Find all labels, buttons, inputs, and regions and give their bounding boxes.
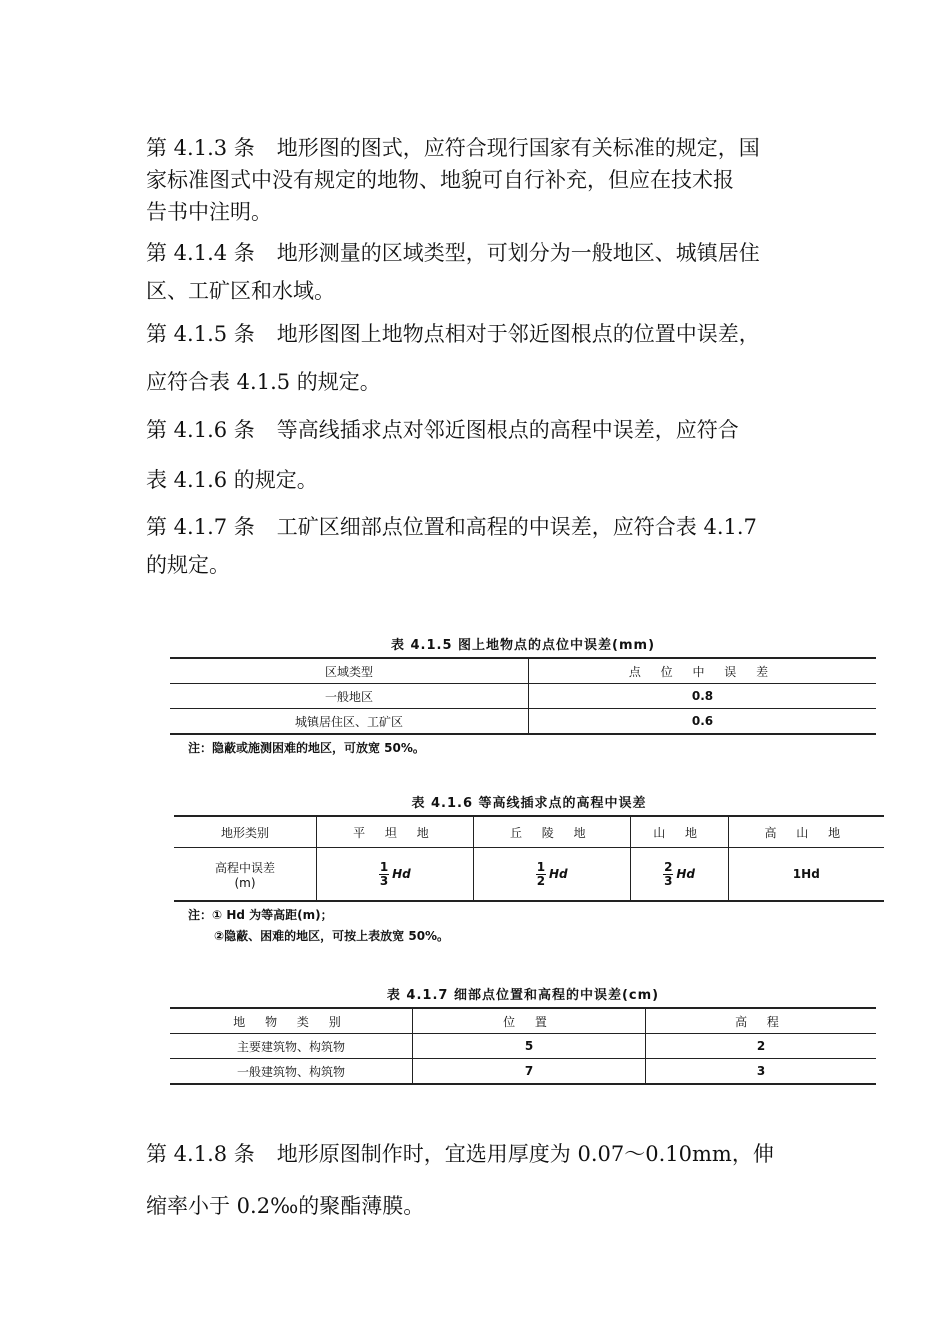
fraction-denominator: 3: [664, 873, 673, 888]
table-cell: [473, 848, 630, 902]
table-cell: 2: [646, 1034, 877, 1059]
table-note: 注：隐蔽或施测困难的地区，可放宽 50%。: [188, 741, 425, 755]
column-header: 高 程: [646, 1008, 877, 1034]
table-row: [174, 848, 884, 902]
table-caption: 表 4.1.6 等高线插求点的高程中误差: [411, 796, 647, 811]
clause-label: 第 4.1.4 条: [146, 241, 255, 265]
column-header: 丘 陵 地: [473, 816, 630, 848]
fraction-numerator: 2: [664, 859, 673, 874]
clause-text-line: 区、工矿区和水域。: [146, 279, 335, 303]
table-4-1-5: [170, 657, 876, 735]
contour-interval-symbol: Hd: [676, 866, 695, 881]
clause-4-1-7: [146, 508, 816, 584]
clause-text-line: 地形原图制作时，宜选用厚度为 0.07～0.10mm，伸: [276, 1142, 774, 1166]
column-header: 山 地: [630, 816, 728, 848]
row-label-line: 高程中误差: [214, 860, 275, 875]
table-caption: 表 4.1.7 细部点位置和高程的中误差(cm): [386, 988, 660, 1003]
column-header: 点 位 中 误 差: [529, 658, 877, 684]
clause-text-line: 地形测量的区域类型，可划分为一般地区、城镇居住: [276, 241, 760, 265]
clause-text-line: 等高线插求点对邻近图根点的高程中误差，应符合: [276, 418, 739, 442]
fraction: [379, 861, 389, 888]
table-cell: 一般地区: [324, 689, 373, 704]
clause-text-line: 应符合表 4.1.5 的规定。: [146, 370, 381, 394]
table-cell: 0.8: [529, 684, 877, 709]
column-header: 高 山 地: [728, 816, 884, 848]
fraction: [536, 861, 546, 888]
row-label-cell: [174, 848, 317, 902]
column-header: 地 物 类 别: [233, 1014, 349, 1029]
table-4-1-6-block: [174, 792, 884, 944]
clause-4-1-8: [146, 1128, 816, 1232]
table-4-1-7-block: [170, 984, 876, 1085]
table-cell: [630, 848, 728, 902]
clause-4-1-3: [146, 134, 816, 226]
clause-label: 第 4.1.7 条: [146, 515, 255, 539]
clause-text-line: 告书中注明。: [146, 200, 272, 224]
table-cell: 3: [646, 1059, 877, 1085]
clause-4-1-5: [146, 310, 816, 406]
clause-text-line: 表 4.1.6 的规定。: [146, 468, 318, 492]
contour-interval-symbol: Hd: [548, 866, 568, 881]
table-cell: 0.6: [529, 709, 877, 735]
table-4-1-5-block: [170, 634, 876, 756]
table-caption: 表 4.1.5 图上地物点的点位中误差(mm): [390, 638, 656, 653]
fraction-numerator: 1: [536, 859, 546, 874]
table-cell: 7: [413, 1059, 646, 1085]
fraction: [663, 861, 673, 888]
clause-label: 第 4.1.8 条: [146, 1142, 255, 1166]
fraction-denominator: 2: [536, 873, 546, 888]
table-4-1-6: [174, 815, 884, 902]
table-4-1-7: [170, 1007, 876, 1085]
clause-label: 第 4.1.3 条: [146, 136, 255, 160]
table-row: [170, 709, 876, 735]
contour-interval-symbol: Hd: [392, 866, 411, 881]
clause-4-1-6: [146, 405, 816, 505]
table-cell: 1Hd: [728, 848, 884, 902]
clause-text-line: 地形图图上地物点相对于邻近图根点的位置中误差，: [276, 322, 760, 346]
table-note: 注：① Hd 为等高距(m)；: [188, 908, 333, 922]
clause-text-line: 的规定。: [146, 553, 230, 577]
table-cell: 主要建筑物、构筑物: [236, 1039, 345, 1054]
clause-text-line: 地形图的图式，应符合现行国家有关标准的规定，国: [276, 136, 760, 160]
table-cell: [317, 848, 474, 902]
clause-text-line: 家标准图式中没有规定的地物、地貌可自行补充，但应在技术报: [146, 168, 734, 192]
clause-4-1-4: [146, 234, 816, 310]
table-cell: 城镇居住区、工矿区: [294, 714, 403, 729]
column-header: 位 置: [413, 1008, 646, 1034]
table-row: [170, 684, 876, 709]
table-note: ②隐蔽、困难的地区，可按上表放宽 50%。: [214, 929, 450, 943]
fraction-denominator: 3: [379, 873, 389, 888]
column-header: 区域类型: [324, 664, 373, 679]
fraction-numerator: 1: [379, 859, 389, 874]
table-cell: 一般建筑物、构筑物: [236, 1064, 345, 1079]
row-label-unit: (m): [234, 875, 256, 890]
clause-label: 第 4.1.6 条: [146, 418, 255, 442]
clause-text-line: 工矿区细部点位置和高程的中误差，应符合表 4.1.7: [276, 515, 757, 539]
clause-label: 第 4.1.5 条: [146, 322, 255, 346]
table-row: [170, 1034, 876, 1059]
clause-text-line: 缩率小于 0.2‰的聚酯薄膜。: [146, 1194, 425, 1218]
table-row: [170, 1059, 876, 1085]
table-cell: 5: [413, 1034, 646, 1059]
column-header: 平 坦 地: [317, 816, 474, 848]
column-header: 地形类别: [174, 816, 317, 848]
